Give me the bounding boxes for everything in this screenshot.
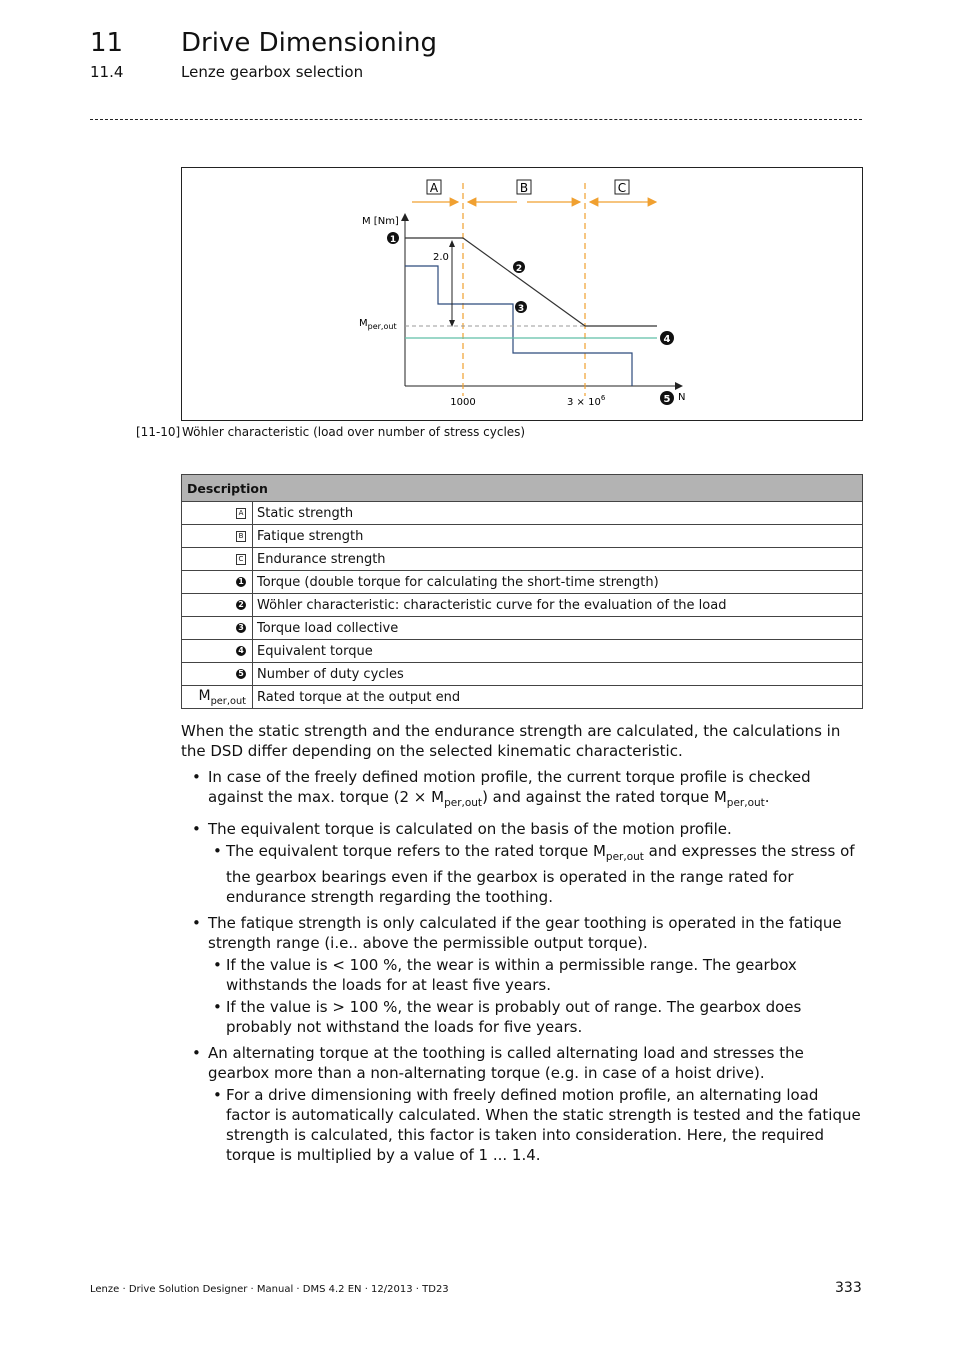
svg-text:1: 1 (389, 235, 397, 245)
list-item: • The fatique strength is only calculated if the gear toothing is operated in the fatique strength range (i.e.. above the permissible output torque). • If the value is < 100 %, the wear is within a permissible range. The gearbox withstands the loads for at least five years. • If the value is > 100 %, the wear is probably out of range. The gearbox does probably not withstand the loads for five years. (181, 913, 865, 1037)
table-row (182, 617, 863, 640)
row-text: Rated torque at the output end (253, 686, 863, 709)
list-item: • In case of the freely defined motion profile, the current torque profile is checked against the max. torque $(2 \times M_{per,out})$ and against the rated torque $M_{per,out}$. (181, 767, 865, 813)
circle-number-3: 3 (236, 623, 246, 633)
header-divider (90, 119, 862, 120)
y-axis-label: M [Nm] (362, 216, 399, 227)
svg-text:3: 3 (517, 304, 525, 314)
table-row (182, 640, 863, 663)
woehler-diagram (182, 168, 862, 420)
circle-number-2: 2 (236, 600, 246, 610)
circle-number-5: 5 (236, 669, 246, 679)
woehler-figure (181, 167, 863, 421)
intro-paragraph: When the static strength and the endurance strength are calculated, the calculations in the DSD differ depending on the selected kinematic characteristic. (181, 722, 841, 760)
body-text (181, 721, 865, 1171)
zone-b-label: B (519, 181, 529, 195)
bullet-list (181, 767, 865, 1165)
x-tick-3e6: $3 \times 10^6$ (567, 394, 606, 408)
zone-c-label: C (617, 181, 627, 195)
factor-label: 2.0 (433, 252, 449, 263)
row-text: Number of duty cycles (253, 663, 863, 686)
box-letter-b: B (236, 531, 246, 542)
description-table (181, 474, 863, 709)
list-item: • If the value is < 100 %, the wear is within a permissible range. The gearbox withstands the loads for at least five years. (208, 955, 865, 995)
row-text: Torque load collective (253, 617, 863, 640)
list-item: • The equivalent torque refers to the rated torque $M_{per,out}$ and expresses the stress of the gearbox bearings even if the gearbox is operated in the range rated for endurance strength regarding the toothing. (208, 841, 865, 907)
circle-number-4: 4 (236, 646, 246, 656)
figure-caption (136, 425, 525, 439)
list-item: • The equivalent torque is calculated on the basis of the motion profile. • The equivalent torque refers to the rated torque $M_{per,out}$ and expresses the stress of the gearbox bearings even if the gearbox is operated in the range rated for endurance strength regarding the toothing. (181, 819, 865, 907)
table-row (182, 548, 863, 571)
table-row (182, 502, 863, 525)
table-row (182, 663, 863, 686)
circle-number-1: 1 (236, 577, 246, 587)
x-axis-label: N (678, 392, 686, 403)
svg-text:5: 5 (663, 394, 671, 405)
row-text: Static strength (253, 502, 863, 525)
list-item: • An alternating torque at the toothing is called alternating load and stresses the gearbox more than a non-alternating torque (e.g. in case of a hoist drive). • For a drive dimensioning with freely defined motion profile, an alternating load factor is automatically calculated. When the static strength is tested and the fatique strength is calculated, this factor is taken into consideration. Here, the required torque is multiplied by a value of 1 ... 1.4. (181, 1043, 865, 1165)
m-per-out-label: $M_{per,out}$ (359, 318, 397, 331)
section-title: Lenze gearbox selection (181, 63, 364, 81)
row-text: Fatique strength (253, 525, 863, 548)
row-text: Equivalent torque (253, 640, 863, 663)
x-tick-1000: 1000 (450, 397, 476, 408)
table-row (182, 594, 863, 617)
row-text: Torque (double torque for calculating the short-time strength) (253, 571, 863, 594)
box-letter-c: C (236, 554, 246, 565)
table-row (182, 525, 863, 548)
table-header: Description (182, 475, 863, 502)
caption-text: Wöhler characteristic (load over number of stress cycles) (182, 425, 526, 439)
table-row (182, 686, 863, 709)
row-text: Wöhler characteristic: characteristic curve for the evaluation of the load (253, 594, 863, 617)
table-row (182, 571, 863, 594)
caption-number: [11-10] (136, 425, 181, 439)
chapter-title: Drive Dimensioning (181, 28, 437, 58)
m-subscript: per,out (210, 695, 246, 707)
list-item: • If the value is > 100 %, the wear is probably out of range. The gearbox does probably not withstand the loads for five years. (208, 997, 865, 1037)
zone-a-label: A (429, 181, 439, 195)
list-item: • For a drive dimensioning with freely defined motion profile, an alternating load factor is automatically calculated. When the static strength is tested and the fatique strength is calculated, this factor is taken into consideration. Here, the required torque is multiplied by a value of 1 ... 1.4. (208, 1085, 865, 1165)
page-number: 333 (835, 1280, 862, 1296)
chapter-number: 11 (90, 28, 124, 58)
svg-text:2: 2 (515, 264, 523, 274)
section-number: 11.4 (90, 63, 124, 81)
footer-doc-info: Lenze · Drive Solution Designer · Manual · DMS 4.2 EN · 12/2013 · TD23 (90, 1284, 449, 1295)
row-text: Endurance strength (253, 548, 863, 571)
m-symbol: M (198, 687, 211, 704)
svg-text:4: 4 (663, 334, 671, 345)
box-letter-a: A (236, 508, 246, 519)
